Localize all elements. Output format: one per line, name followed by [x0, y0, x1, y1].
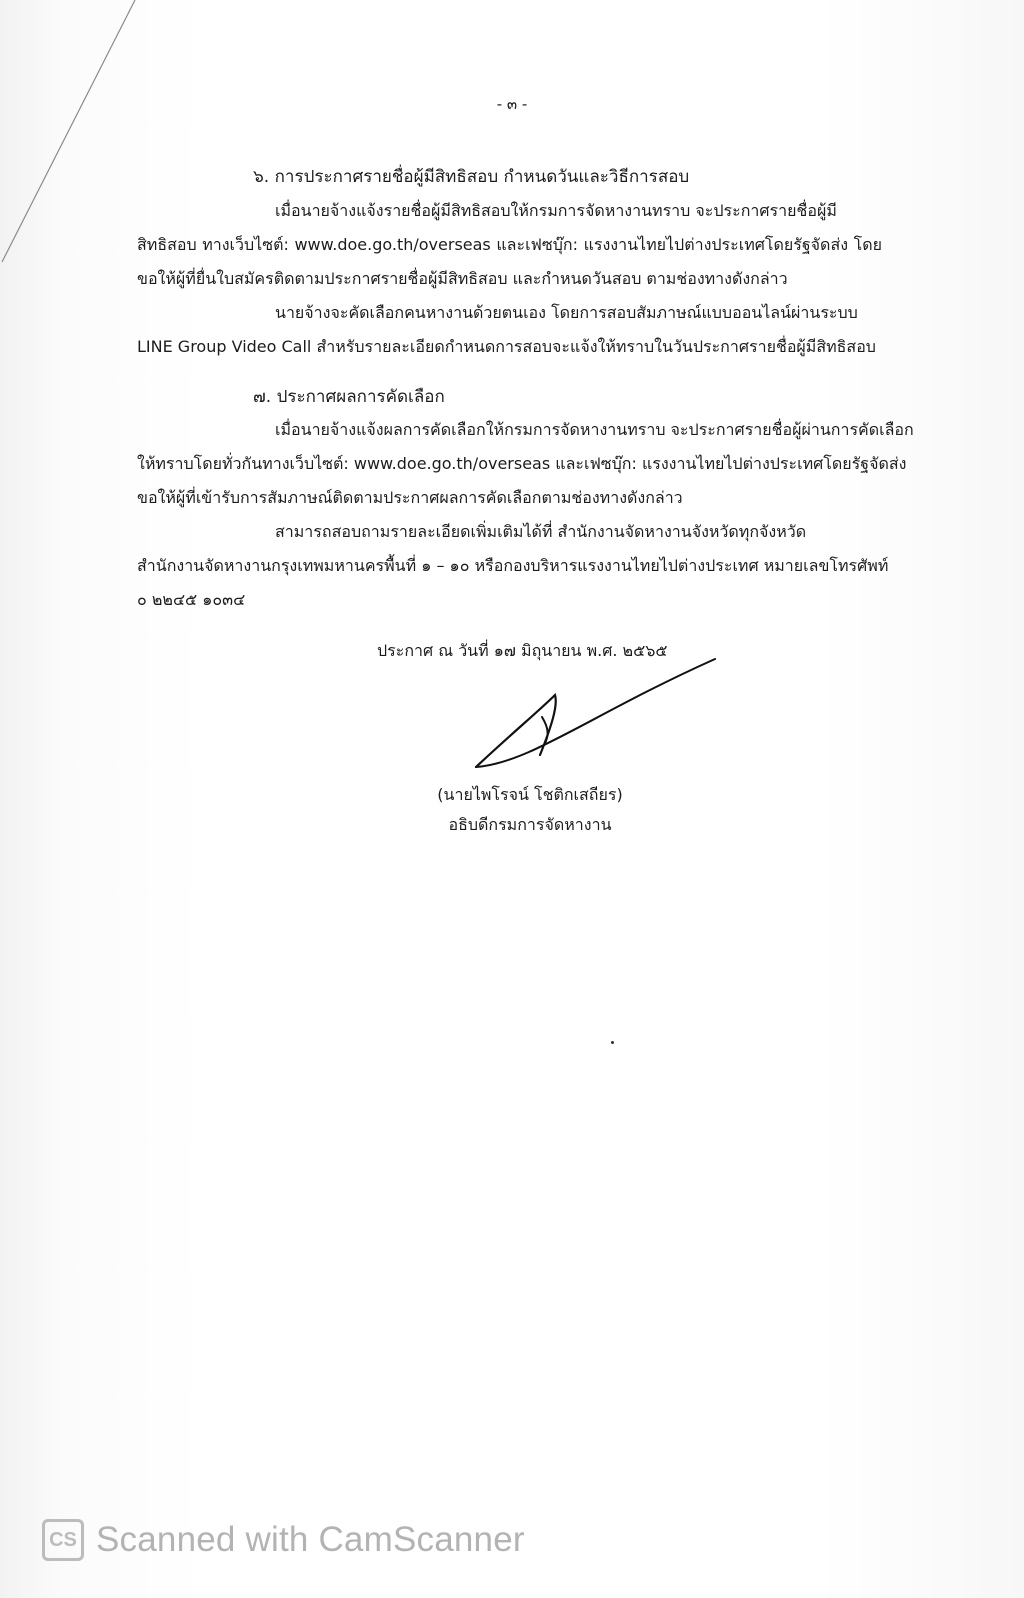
section-7-heading: ๗. ประกาศผลการคัดเลือก [253, 387, 445, 407]
camscanner-logo-icon: CS [42, 1519, 84, 1561]
section-7-paragraph-2-line-2: สำนักงานจัดหางานกรุงเทพมหานครพื้นที่ ๑ – ๑๐ หรือกองบริหารแรงงานไทยไปต่างประเทศ หมายเลขโทรศัพท์ [137, 556, 889, 575]
scan-speck [611, 1041, 614, 1044]
page-number: - ๓ - [496, 95, 528, 113]
section-7-paragraph-1-line-3: ขอให้ผู้ที่เข้ารับการสัมภาษณ์ติดตามประกาศผลการคัดเลือกตามช่องทางดังกล่าว [137, 488, 683, 507]
section-7-paragraph-2-line-1: สามารถสอบถามรายละเอียดเพิ่มเติมได้ที่ สำนักงานจัดหางานจังหวัดทุกจังหวัด [275, 522, 807, 541]
section-6-paragraph-2-line-1: นายจ้างจะคัดเลือกคนหางานด้วยตนเอง โดยการสอบสัมภาษณ์แบบออนไลน์ผ่านระบบ [275, 303, 858, 322]
section-7-paragraph-1-line-2: ให้ทราบโดยทั่วกันทางเว็บไซต์: www.doe.go.th/overseas และเฟซบุ๊ก: แรงงานไทยไปต่างประเทศโดยรัฐจัดส่ง [137, 454, 907, 473]
section-6-paragraph-1-line-3: ขอให้ผู้ที่ยื่นใบสมัครติดตามประกาศรายชื่อผู้มีสิทธิสอบ และกำหนดวันสอบ ตามช่องทางดังกล่าว [137, 269, 788, 288]
signer-name: (นายไพโรจน์ โชติกเสถียร) [437, 785, 623, 804]
section-7-paragraph-1-line-1: เมื่อนายจ้างแจ้งผลการคัดเลือกให้กรมการจัดหางานทราบ จะประกาศรายชื่อผู้ผ่านการคัดเลือก [275, 420, 914, 439]
camscanner-watermark-text: Scanned with CamScanner [96, 1520, 525, 1559]
camscanner-watermark [42, 1519, 525, 1561]
announcement-date: ประกาศ ณ วันที่ ๑๗ มิถุนายน พ.ศ. ๒๕๖๕ [377, 641, 668, 660]
section-6-paragraph-2-line-2: LINE Group Video Call สำหรับรายละเอียดกำหนดการสอบจะแจ้งให้ทราบในวันประกาศรายชื่อผู้มีสิทธิสอบ [137, 337, 876, 356]
paper-fold-line [0, 0, 140, 270]
signer-title: อธิบดีกรมการจัดหางาน [448, 815, 612, 834]
section-6-paragraph-1-line-1: เมื่อนายจ้างแจ้งรายชื่อผู้มีสิทธิสอบให้กรมการจัดหางานทราบ จะประกาศรายชื่อผู้มี [275, 201, 837, 220]
section-6-paragraph-1-line-2: สิทธิสอบ ทางเว็บไซต์: www.doe.go.th/overseas และเฟซบุ๊ก: แรงงานไทยไปต่างประเทศโดยรัฐจัดส่ง โดย [137, 235, 882, 254]
section-6-heading: ๖. การประกาศรายชื่อผู้มีสิทธิสอบ กำหนดวันและวิธีการสอบ [253, 167, 690, 187]
section-7-paragraph-2-line-3: ๐ ๒๒๔๕ ๑๐๓๔ [137, 590, 246, 609]
handwritten-signature [470, 655, 730, 770]
